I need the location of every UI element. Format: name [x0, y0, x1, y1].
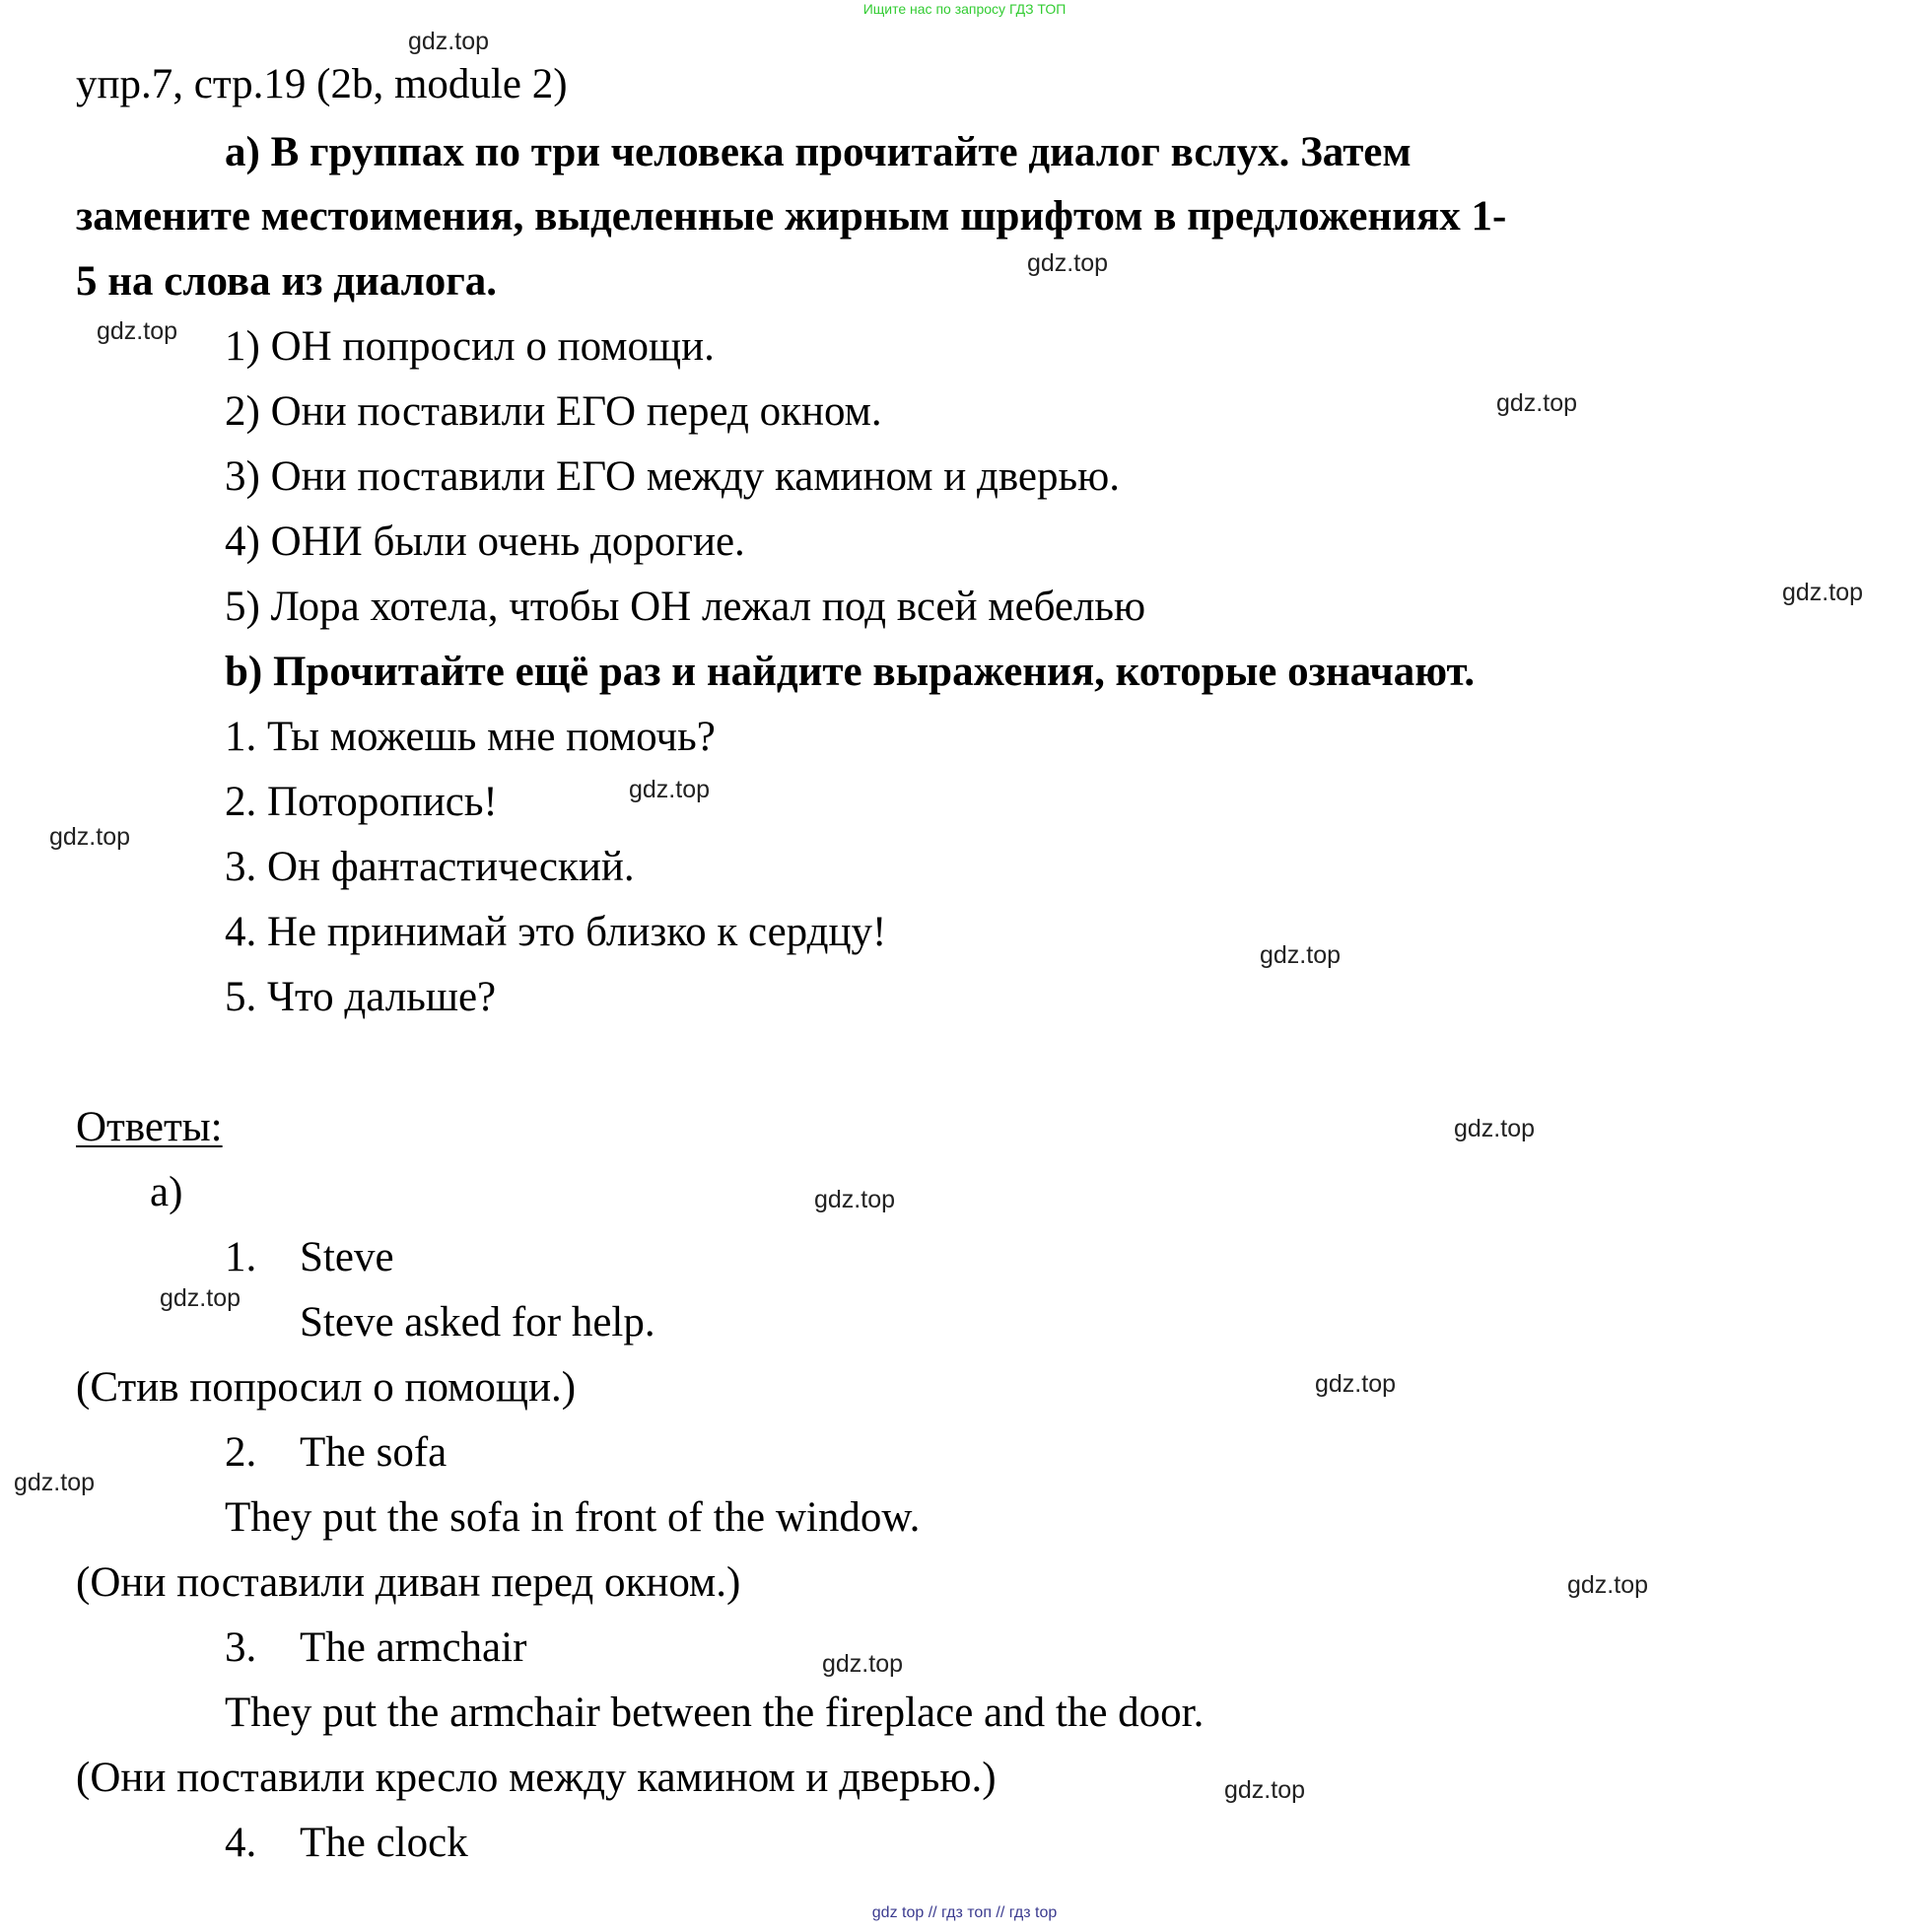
- task-b-item: 4. Не принимай это близко к сердцу!: [225, 909, 887, 955]
- exercise-header: упр.7, стр.19 (2b, module 2): [76, 61, 568, 107]
- task-a-item: 3) Они поставили ЕГО между камином и дверью.: [225, 453, 1120, 500]
- watermark: gdz.top: [1567, 1571, 1649, 1599]
- answer-number: 1.: [225, 1234, 257, 1280]
- watermark: gdz.top: [1454, 1115, 1536, 1142]
- answer-word: The clock: [300, 1820, 468, 1866]
- watermark: gdz.top: [1260, 941, 1342, 969]
- watermark: gdz.top: [97, 317, 178, 345]
- task-b-item: 1. Ты можешь мне помочь?: [225, 714, 716, 760]
- watermark: gdz.top: [629, 776, 711, 803]
- answer-translation: (Стив попросил о помощи.): [76, 1364, 577, 1411]
- top-banner: Ищите нас по запросу ГДЗ ТОП: [862, 1, 1067, 17]
- answer-word: The armchair: [300, 1624, 527, 1671]
- task-a-line-1: a) В группах по три человека прочитайте диалог вслух. Затем: [225, 129, 1412, 175]
- task-a-item: 5) Лора хотела, чтобы ОН лежал под всей мебелью: [225, 584, 1146, 630]
- task-a-item: 2) Они поставили ЕГО перед окном.: [225, 388, 882, 435]
- watermark: gdz.top: [49, 823, 131, 851]
- task-b-item: 2. Поторопись!: [225, 779, 498, 825]
- task-b-item: 3. Он фантастический.: [225, 844, 635, 890]
- answer-number: 4.: [225, 1820, 257, 1866]
- watermark: gdz.top: [14, 1469, 96, 1496]
- watermark: gdz.top: [1496, 389, 1578, 417]
- answer-number: 3.: [225, 1624, 257, 1671]
- watermark: gdz.top: [1782, 579, 1864, 606]
- watermark: gdz.top: [408, 28, 490, 55]
- answer-word: Steve: [300, 1234, 394, 1280]
- answer-word: The sofa: [300, 1429, 448, 1476]
- answer-sentence: They put the sofa in front of the window.: [225, 1494, 921, 1541]
- watermark: gdz.top: [160, 1284, 241, 1312]
- answers-part-label: а): [150, 1169, 183, 1215]
- task-a-line-2: замените местоимения, выделенные жирным шрифтом в предложениях 1-: [76, 193, 1507, 240]
- watermark: gdz.top: [814, 1186, 896, 1213]
- answer-translation: (Они поставили кресло между камином и дверью.): [76, 1755, 997, 1801]
- watermark: gdz.top: [1224, 1776, 1306, 1804]
- footer-links: gdz top // гдз топ // гдз top: [871, 1904, 1058, 1921]
- watermark: gdz.top: [1027, 249, 1109, 277]
- answer-sentence: They put the armchair between the fireplace and the door.: [225, 1690, 1205, 1736]
- answer-number: 2.: [225, 1429, 257, 1476]
- answer-translation: (Они поставили диван перед окном.): [76, 1559, 741, 1606]
- task-b-title: b) Прочитайте ещё раз и найдите выражения, которые означают.: [225, 649, 1476, 695]
- answer-sentence: Steve asked for help.: [300, 1299, 655, 1346]
- task-a-item: 4) ОНИ были очень дорогие.: [225, 518, 745, 565]
- watermark: gdz.top: [822, 1650, 904, 1678]
- answers-heading: Ответы:: [76, 1104, 223, 1150]
- task-b-item: 5. Что дальше?: [225, 974, 497, 1020]
- task-a-item: 1) ОН попросил о помощи.: [225, 323, 715, 370]
- watermark: gdz.top: [1315, 1370, 1397, 1398]
- task-a-line-3: 5 на слова из диалога.: [76, 258, 497, 305]
